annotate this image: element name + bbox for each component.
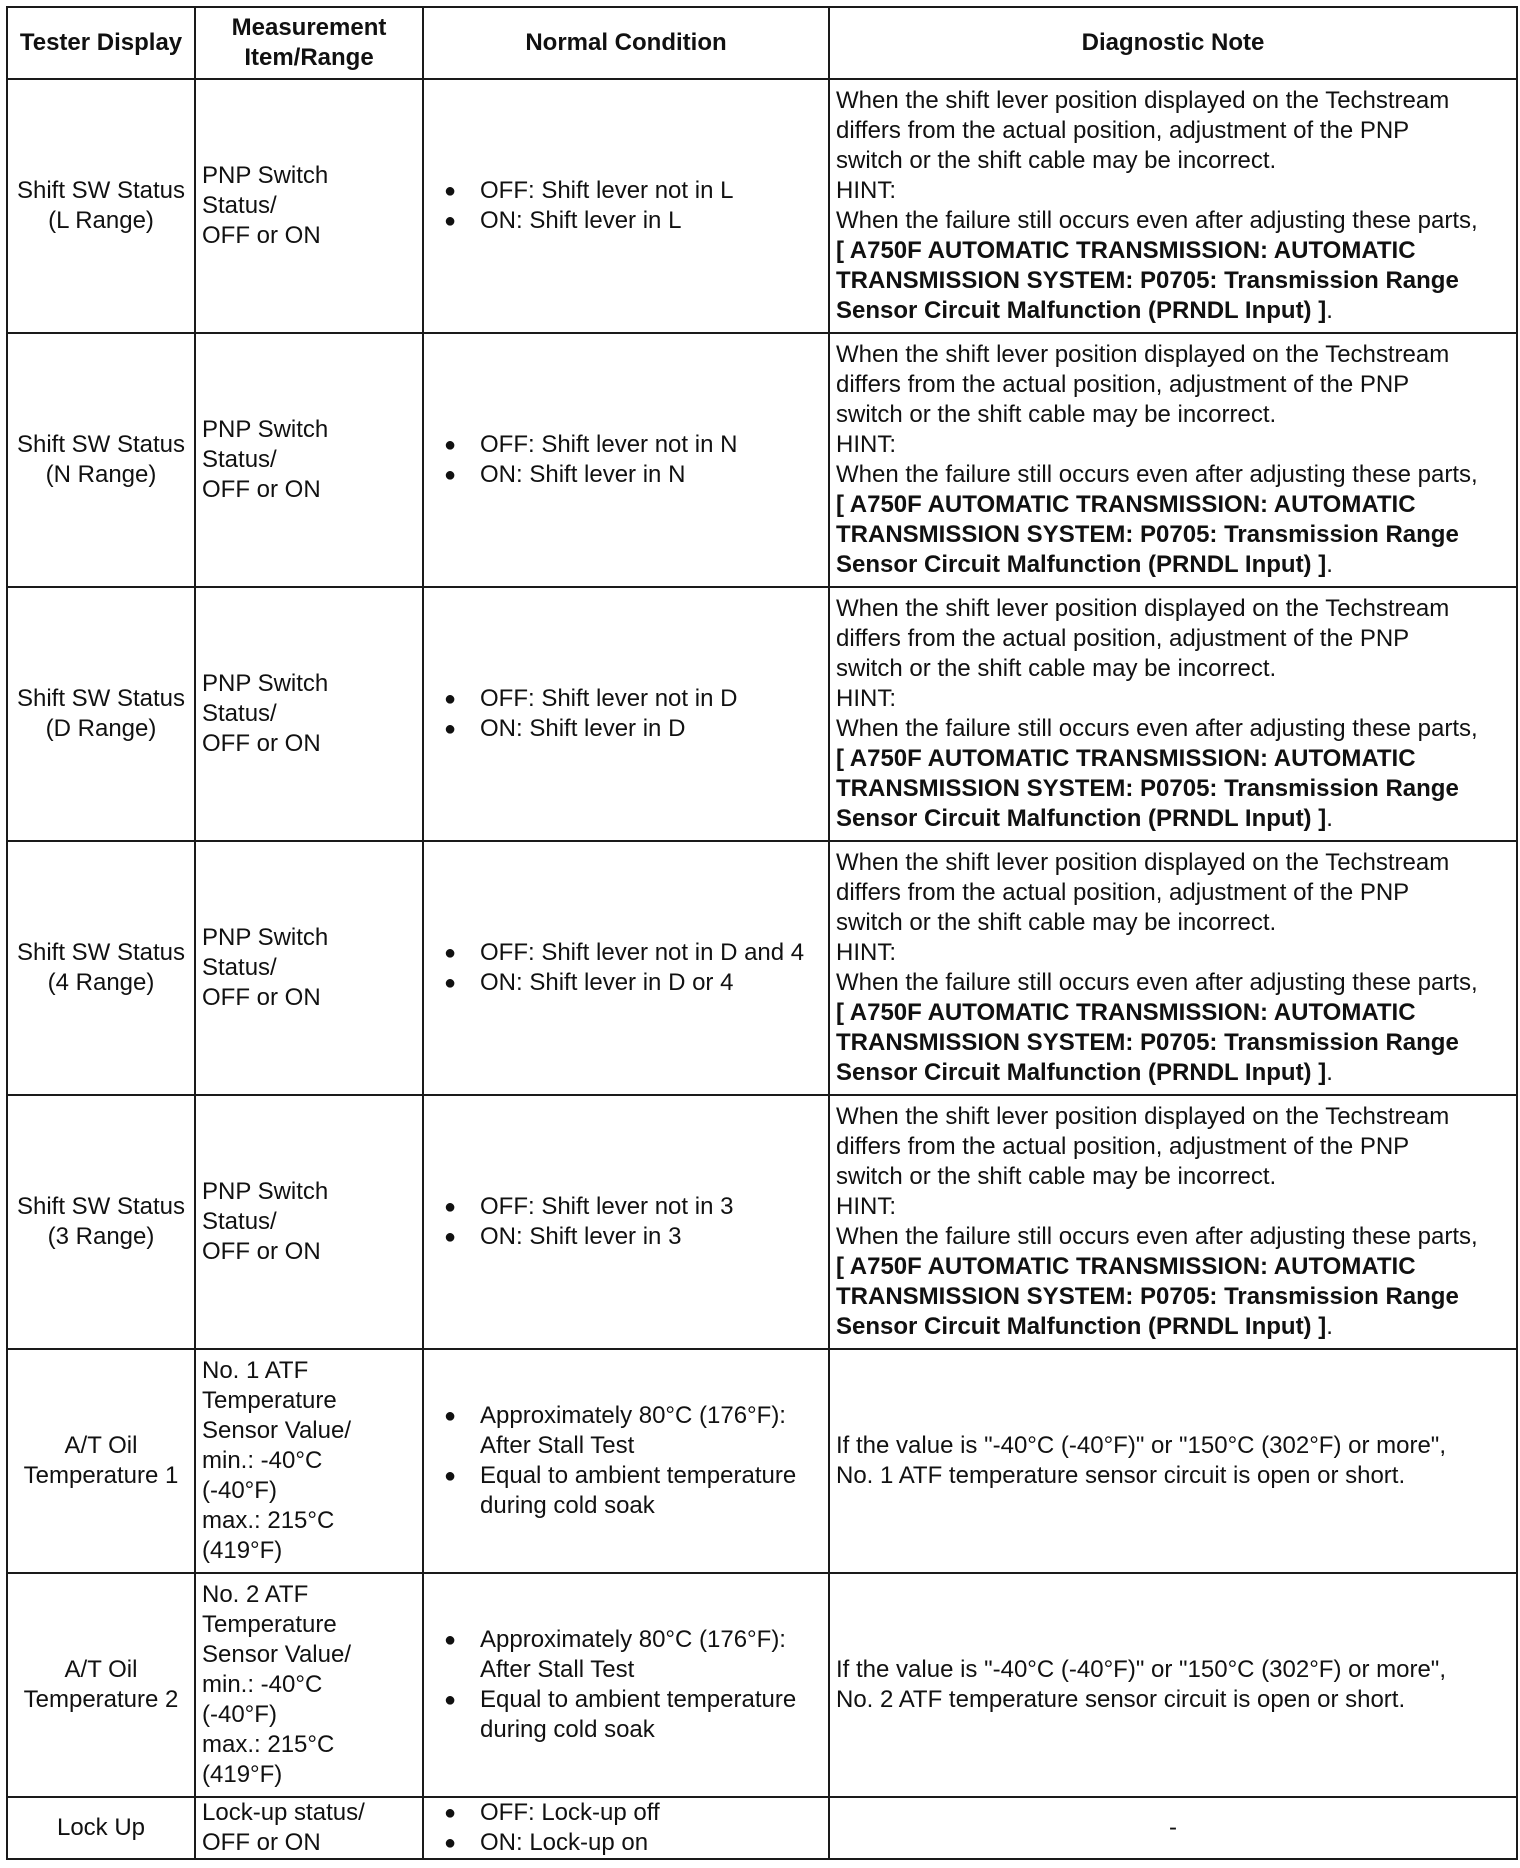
bullet-icon: ● xyxy=(444,1196,457,1218)
diagnostic-note-cell: When the shift lever position displayed on the Techstream differs from the actual position, adjustment of the PNP switch or the shift cable may be incorrect. HINT: When the failure still occurs even after adjusting these parts, [ A750F AUTOMATIC TRANSMISSION: AUTOMATIC TRANSMISSION SYSTEM: P0705: Transmission Range Sensor Circuit Malfunction (PRNDL Input) ]. xyxy=(829,841,1517,1095)
note-text: When the shift lever position displayed on the Techstream differs from the actual position, adjustment of the PNP switch or the shift cable may be incorrect. HINT: When the failure still occurs even after adjusting these parts, xyxy=(836,87,1478,234)
tester-display-cell: A/T Oil Temperature 1 xyxy=(7,1349,195,1573)
condition-item: ● OFF: Shift lever not in D and 4 xyxy=(444,939,805,966)
table-row xyxy=(7,1573,1517,1797)
table-row xyxy=(7,1095,1517,1349)
measurement-cell: PNP Switch Status/ OFF or ON xyxy=(195,79,423,333)
note-text: When the shift lever position displayed on the Techstream differs from the actual position, adjustment of the PNP switch or the shift cable may be incorrect. HINT: When the failure still occurs even after adjusting these parts, xyxy=(836,341,1478,488)
tester-display-cell: Lock Up xyxy=(7,1797,195,1859)
diagnostic-note-cell: When the shift lever position displayed on the Techstream differs from the actual position, adjustment of the PNP switch or the shift cable may be incorrect. HINT: When the failure still occurs even after adjusting these parts, [ A750F AUTOMATIC TRANSMISSION: AUTOMATIC TRANSMISSION SYSTEM: P0705: Transmission Range Sensor Circuit Malfunction (PRNDL Input) ]. xyxy=(829,587,1517,841)
note-text: When the shift lever position displayed on the Techstream differs from the actual position, adjustment of the PNP switch or the shift cable may be incorrect. HINT: When the failure still occurs even after adjusting these parts, xyxy=(836,849,1478,996)
tester-display-cell: Shift SW Status (3 Range) xyxy=(7,1095,195,1349)
data-list-table xyxy=(6,6,1518,1860)
normal-condition-cell xyxy=(423,333,829,587)
header-tester-display: Tester Display xyxy=(7,7,195,79)
bullet-icon: ● xyxy=(444,1832,457,1854)
tester-display-cell: A/T Oil Temperature 2 xyxy=(7,1573,195,1797)
normal-condition-cell xyxy=(423,1573,829,1797)
condition-item: ● OFF: Shift lever not in L xyxy=(444,177,734,204)
table-row xyxy=(7,333,1517,587)
diagnostic-note-cell: When the shift lever position displayed on the Techstream differs from the actual position, adjustment of the PNP switch or the shift cable may be incorrect. HINT: When the failure still occurs even after adjusting these parts, [ A750F AUTOMATIC TRANSMISSION: AUTOMATIC TRANSMISSION SYSTEM: P0705: Transmission Range Sensor Circuit Malfunction (PRNDL Input) ]. xyxy=(829,1095,1517,1349)
note-reference: [ A750F AUTOMATIC TRANSMISSION: AUTOMATIC TRANSMISSION SYSTEM: P0705: Transmission Range Sensor Circuit Malfunction (PRNDL Input) ] xyxy=(836,237,1459,324)
measurement-cell: PNP Switch Status/ OFF or ON xyxy=(195,587,423,841)
normal-condition-cell xyxy=(423,1095,829,1349)
table-row xyxy=(7,841,1517,1095)
condition-item: ● ON: Shift lever in N xyxy=(444,461,686,488)
table-row xyxy=(7,1797,1517,1859)
bullet-icon: ● xyxy=(444,1629,457,1651)
diagnostic-note-cell: If the value is "-40°C (-40°F)" or "150°C (302°F) or more", No. 1 ATF temperature sensor circuit is open or short. xyxy=(829,1349,1517,1573)
header-row xyxy=(7,7,1517,79)
condition-item: ● OFF: Shift lever not in D xyxy=(444,685,738,712)
bullet-icon: ● xyxy=(444,972,457,994)
condition-item: ● ON: Shift lever in D or 4 xyxy=(444,969,734,996)
bullet-icon: ● xyxy=(444,1689,457,1711)
table-row xyxy=(7,587,1517,841)
diagnostic-note-cell: - xyxy=(829,1797,1517,1859)
diagnostic-note-cell: When the shift lever position displayed on the Techstream differs from the actual position, adjustment of the PNP switch or the shift cable may be incorrect. HINT: When the failure still occurs even after adjusting these parts, [ A750F AUTOMATIC TRANSMISSION: AUTOMATIC TRANSMISSION SYSTEM: P0705: Transmission Range Sensor Circuit Malfunction (PRNDL Input) ]. xyxy=(829,333,1517,587)
bullet-icon: ● xyxy=(444,1226,457,1248)
tester-display-cell: Shift SW Status (L Range) xyxy=(7,79,195,333)
note-reference: [ A750F AUTOMATIC TRANSMISSION: AUTOMATIC TRANSMISSION SYSTEM: P0705: Transmission Range Sensor Circuit Malfunction (PRNDL Input) ] xyxy=(836,745,1459,832)
condition-item: ● Equal to ambient temperature during cold soak xyxy=(444,1462,797,1519)
normal-condition-cell xyxy=(423,1797,829,1859)
condition-item: ● ON: Shift lever in L xyxy=(444,207,682,234)
condition-item: ● OFF: Lock-up off xyxy=(444,1799,660,1826)
note-text: When the shift lever position displayed on the Techstream differs from the actual position, adjustment of the PNP switch or the shift cable may be incorrect. HINT: When the failure still occurs even after adjusting these parts, xyxy=(836,595,1478,742)
measurement-cell: No. 1 ATF Temperature Sensor Value/ min.: -40°C (-40°F) max.: 215°C (419°F) xyxy=(195,1349,423,1573)
tester-display-cell: Shift SW Status (D Range) xyxy=(7,587,195,841)
note-reference: [ A750F AUTOMATIC TRANSMISSION: AUTOMATIC TRANSMISSION SYSTEM: P0705: Transmission Range Sensor Circuit Malfunction (PRNDL Input) ] xyxy=(836,1253,1459,1340)
normal-condition-cell xyxy=(423,79,829,333)
bullet-icon: ● xyxy=(444,180,457,202)
condition-item: ● ON: Shift lever in D xyxy=(444,715,686,742)
bullet-icon: ● xyxy=(444,718,457,740)
table-row xyxy=(7,79,1517,333)
header-diagnostic-note: Diagnostic Note xyxy=(829,7,1517,79)
bullet-icon: ● xyxy=(444,434,457,456)
measurement-cell: PNP Switch Status/ OFF or ON xyxy=(195,841,423,1095)
bullet-icon: ● xyxy=(444,1802,457,1824)
bullet-icon: ● xyxy=(444,1465,457,1487)
table-row xyxy=(7,1349,1517,1573)
condition-item: ● Equal to ambient temperature during cold soak xyxy=(444,1686,797,1743)
condition-item: ● OFF: Shift lever not in N xyxy=(444,431,738,458)
normal-condition-cell xyxy=(423,1349,829,1573)
condition-item: ● OFF: Shift lever not in 3 xyxy=(444,1193,734,1220)
tester-display-cell: Shift SW Status (4 Range) xyxy=(7,841,195,1095)
condition-item: ● ON: Lock-up on xyxy=(444,1829,649,1856)
note-reference: [ A750F AUTOMATIC TRANSMISSION: AUTOMATIC TRANSMISSION SYSTEM: P0705: Transmission Range Sensor Circuit Malfunction (PRNDL Input) ] xyxy=(836,491,1459,578)
normal-condition-cell xyxy=(423,841,829,1095)
tester-display-cell: Shift SW Status (N Range) xyxy=(7,333,195,587)
measurement-cell: PNP Switch Status/ OFF or ON xyxy=(195,1095,423,1349)
normal-condition-cell xyxy=(423,587,829,841)
diagnostic-note-cell: When the shift lever position displayed on the Techstream differs from the actual position, adjustment of the PNP switch or the shift cable may be incorrect. HINT: When the failure still occurs even after adjusting these parts, [ A750F AUTOMATIC TRANSMISSION: AUTOMATIC TRANSMISSION SYSTEM: P0705: Transmission Range Sensor Circuit Malfunction (PRNDL Input) ]. xyxy=(829,79,1517,333)
diagnostic-note-cell: If the value is "-40°C (-40°F)" or "150°C (302°F) or more", No. 2 ATF temperature sensor circuit is open or short. xyxy=(829,1573,1517,1797)
measurement-cell: No. 2 ATF Temperature Sensor Value/ min.: -40°C (-40°F) max.: 215°C (419°F) xyxy=(195,1573,423,1797)
bullet-icon: ● xyxy=(444,464,457,486)
header-measurement: Measurement Item/Range xyxy=(195,7,423,79)
condition-item: ● ON: Shift lever in 3 xyxy=(444,1223,682,1250)
bullet-icon: ● xyxy=(444,688,457,710)
bullet-icon: ● xyxy=(444,942,457,964)
header-normal-condition: Normal Condition xyxy=(423,7,829,79)
note-text: When the shift lever position displayed on the Techstream differs from the actual position, adjustment of the PNP switch or the shift cable may be incorrect. HINT: When the failure still occurs even after adjusting these parts, xyxy=(836,1103,1478,1250)
condition-item: ● Approximately 80°C (176°F): After Stall Test xyxy=(444,1402,786,1459)
measurement-cell: Lock-up status/ OFF or ON xyxy=(195,1797,423,1859)
bullet-icon: ● xyxy=(444,1405,457,1427)
condition-item: ● Approximately 80°C (176°F): After Stall Test xyxy=(444,1626,786,1683)
measurement-cell: PNP Switch Status/ OFF or ON xyxy=(195,333,423,587)
note-reference: [ A750F AUTOMATIC TRANSMISSION: AUTOMATIC TRANSMISSION SYSTEM: P0705: Transmission Range Sensor Circuit Malfunction (PRNDL Input) ] xyxy=(836,999,1459,1086)
bullet-icon: ● xyxy=(444,210,457,232)
